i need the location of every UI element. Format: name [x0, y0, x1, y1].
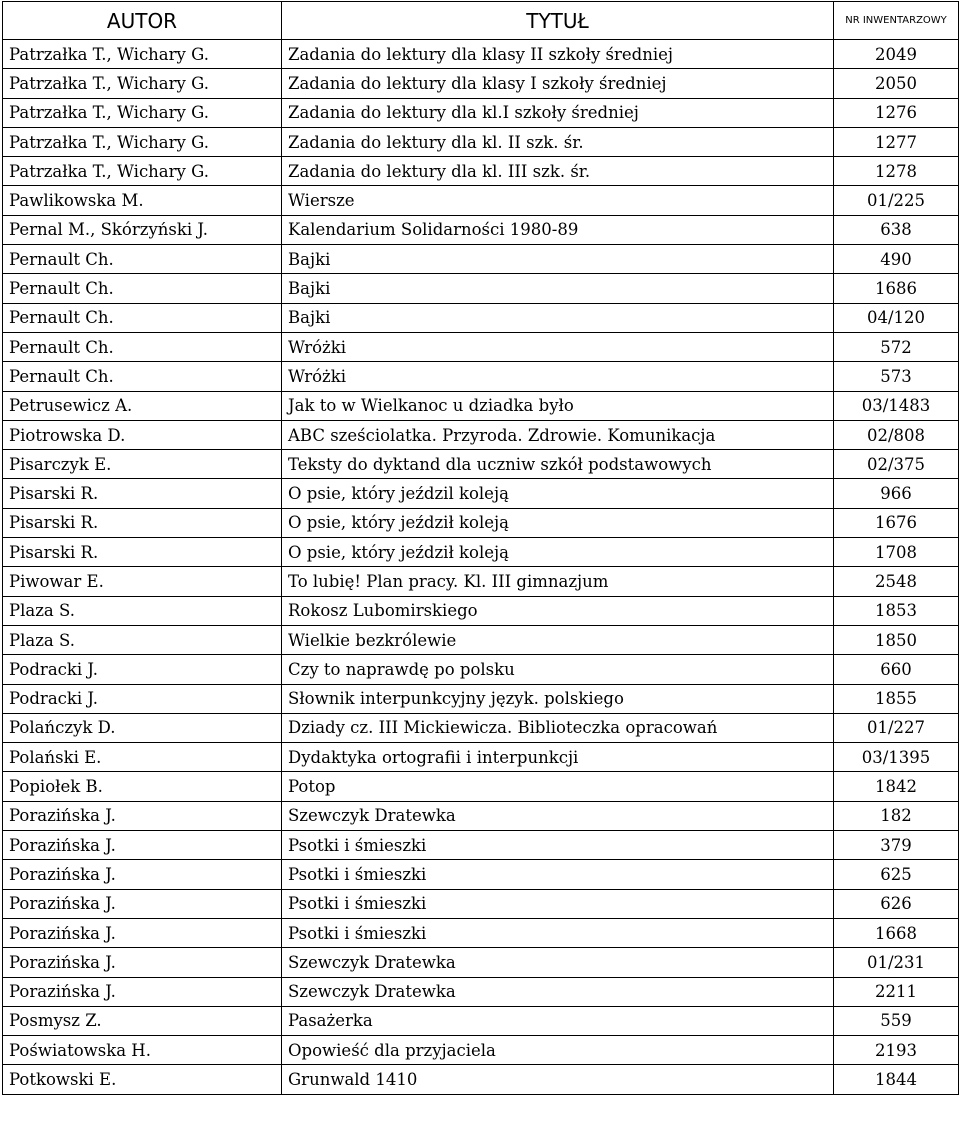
inventory-number-cell: 490: [834, 245, 959, 274]
table-row: [3, 479, 959, 508]
inventory-number-cell: 01/231: [834, 948, 959, 977]
title-cell: Teksty do dyktand dla uczniw szkół podstawowych: [282, 450, 834, 479]
inventory-number-cell: 1842: [834, 772, 959, 801]
table-row: [3, 450, 959, 479]
table-row: [3, 98, 959, 127]
table-row: [3, 918, 959, 947]
title-cell: Psotki i śmieszki: [282, 889, 834, 918]
author-cell: Pisarski R.: [3, 538, 282, 567]
author-cell: Patrzałka T., Wichary G.: [3, 157, 282, 186]
author-cell: Piotrowska D.: [3, 420, 282, 449]
author-cell: Pernault Ch.: [3, 303, 282, 332]
author-cell: Plaza S.: [3, 596, 282, 625]
table-row: [3, 1036, 959, 1065]
author-cell: Pisarski R.: [3, 479, 282, 508]
title-cell: Opowieść dla przyjaciela: [282, 1036, 834, 1065]
table-row: [3, 567, 959, 596]
author-cell: Podracki J.: [3, 655, 282, 684]
author-cell: Piwowar E.: [3, 567, 282, 596]
author-cell: Patrzałka T., Wichary G.: [3, 69, 282, 98]
inventory-number-cell: 559: [834, 1006, 959, 1035]
table-row: [3, 508, 959, 537]
title-cell: Kalendarium Solidarności 1980-89: [282, 215, 834, 244]
author-cell: Porazińska J.: [3, 801, 282, 830]
inventory-number-cell: 2548: [834, 567, 959, 596]
title-cell: O psie, który jeździł koleją: [282, 538, 834, 567]
title-cell: Dydaktyka ortografii i interpunkcji: [282, 743, 834, 772]
inventory-number-cell: 626: [834, 889, 959, 918]
author-cell: Pawlikowska M.: [3, 186, 282, 215]
title-cell: Zadania do lektury dla klasy I szkoły średniej: [282, 69, 834, 98]
table-row: [3, 889, 959, 918]
inventory-number-cell: 03/1483: [834, 391, 959, 420]
table-row: [3, 332, 959, 361]
inventory-table: [2, 1, 959, 1095]
author-cell: Porazińska J.: [3, 977, 282, 1006]
table-row: [3, 274, 959, 303]
author-cell: Plaza S.: [3, 625, 282, 654]
title-cell: Zadania do lektury dla kl.I szkoły średniej: [282, 98, 834, 127]
author-cell: Posmysz Z.: [3, 1006, 282, 1035]
inventory-number-cell: 01/225: [834, 186, 959, 215]
table-row: [3, 127, 959, 156]
table-row: [3, 977, 959, 1006]
inventory-number-cell: 02/375: [834, 450, 959, 479]
inventory-number-cell: 1850: [834, 625, 959, 654]
author-cell: Patrzałka T., Wichary G.: [3, 98, 282, 127]
author-column-header: AUTOR: [3, 2, 282, 40]
table-row: [3, 596, 959, 625]
title-cell: O psie, który jeździł koleją: [282, 508, 834, 537]
author-cell: Popiołek B.: [3, 772, 282, 801]
table-row: [3, 303, 959, 332]
inventory-number-cell: 1686: [834, 274, 959, 303]
title-cell: Grunwald 1410: [282, 1065, 834, 1094]
inventory-number-cell: 1855: [834, 684, 959, 713]
table-row: [3, 69, 959, 98]
table-row: [3, 157, 959, 186]
inventory-number-cell: 1668: [834, 918, 959, 947]
author-cell: Porazińska J.: [3, 860, 282, 889]
inventory-number-cell: 638: [834, 215, 959, 244]
table-row: [3, 391, 959, 420]
title-cell: Pasażerka: [282, 1006, 834, 1035]
title-cell: Czy to naprawdę po polsku: [282, 655, 834, 684]
inventory-number-cell: 02/808: [834, 420, 959, 449]
inventory-number-cell: 1277: [834, 127, 959, 156]
title-cell: Szewczyk Dratewka: [282, 801, 834, 830]
title-cell: Jak to w Wielkanoc u dziadka było: [282, 391, 834, 420]
author-cell: Polański E.: [3, 743, 282, 772]
table-row: [3, 1006, 959, 1035]
table-row: [3, 655, 959, 684]
table-row: [3, 1065, 959, 1094]
title-cell: Wróżki: [282, 332, 834, 361]
inventory-number-cell: 1708: [834, 538, 959, 567]
title-cell: Zadania do lektury dla kl. III szk. śr.: [282, 157, 834, 186]
table-row: [3, 538, 959, 567]
inventory-number-cell: 01/227: [834, 713, 959, 742]
inventory-number-cell: 2049: [834, 40, 959, 69]
title-cell: Bajki: [282, 245, 834, 274]
table-row: [3, 831, 959, 860]
table-row: [3, 948, 959, 977]
inventory-number-cell: 04/120: [834, 303, 959, 332]
author-cell: Petrusewicz A.: [3, 391, 282, 420]
author-cell: Pernault Ch.: [3, 332, 282, 361]
inventory-number-cell: 182: [834, 801, 959, 830]
title-cell: Dziady cz. III Mickiewicza. Biblioteczka opracowań: [282, 713, 834, 742]
table-row: [3, 801, 959, 830]
table-row: [3, 860, 959, 889]
inventory-number-cell: 572: [834, 332, 959, 361]
inventory-number-cell: 2050: [834, 69, 959, 98]
title-cell: Słownik interpunkcyjny język. polskiego: [282, 684, 834, 713]
title-cell: Wróżki: [282, 362, 834, 391]
author-cell: Pisarski R.: [3, 508, 282, 537]
author-cell: Polańczyk D.: [3, 713, 282, 742]
title-cell: Psotki i śmieszki: [282, 918, 834, 947]
table-row: [3, 420, 959, 449]
inventory-number-cell: 573: [834, 362, 959, 391]
title-cell: Wielkie bezkrólewie: [282, 625, 834, 654]
author-cell: Pernault Ch.: [3, 362, 282, 391]
title-cell: O psie, który jeździl koleją: [282, 479, 834, 508]
inventory-number-cell: 1276: [834, 98, 959, 127]
inventory-number-cell: 2211: [834, 977, 959, 1006]
author-cell: Pernault Ch.: [3, 274, 282, 303]
inventory-number-cell: 966: [834, 479, 959, 508]
title-cell: Zadania do lektury dla kl. II szk. śr.: [282, 127, 834, 156]
author-cell: Patrzałka T., Wichary G.: [3, 40, 282, 69]
author-cell: Podracki J.: [3, 684, 282, 713]
title-cell: Zadania do lektury dla klasy II szkoły średniej: [282, 40, 834, 69]
author-cell: Porazińska J.: [3, 889, 282, 918]
title-cell: Szewczyk Dratewka: [282, 948, 834, 977]
inventory-number-cell: 660: [834, 655, 959, 684]
author-cell: Pisarczyk E.: [3, 450, 282, 479]
author-cell: Porazińska J.: [3, 831, 282, 860]
title-cell: Bajki: [282, 303, 834, 332]
table-row: [3, 625, 959, 654]
title-cell: Rokosz Lubomirskiego: [282, 596, 834, 625]
inventory-number-cell: 03/1395: [834, 743, 959, 772]
table-row: [3, 245, 959, 274]
table-row: [3, 186, 959, 215]
inventory-number-cell: 379: [834, 831, 959, 860]
title-cell: Psotki i śmieszki: [282, 860, 834, 889]
title-cell: Wiersze: [282, 186, 834, 215]
table-row: [3, 713, 959, 742]
author-cell: Porazińska J.: [3, 918, 282, 947]
author-cell: Poświatowska H.: [3, 1036, 282, 1065]
table-row: [3, 684, 959, 713]
inventory-number-cell: 1278: [834, 157, 959, 186]
table-row: [3, 215, 959, 244]
author-cell: Potkowski E.: [3, 1065, 282, 1094]
author-cell: Pernault Ch.: [3, 245, 282, 274]
inventory-number-cell: 625: [834, 860, 959, 889]
author-cell: Porazińska J.: [3, 948, 282, 977]
inventory-number-cell: 1844: [834, 1065, 959, 1094]
title-cell: ABC sześciolatka. Przyroda. Zdrowie. Komunikacja: [282, 420, 834, 449]
title-cell: Szewczyk Dratewka: [282, 977, 834, 1006]
inventory-number-column-header: NR INWENTARZOWY: [834, 2, 959, 40]
inventory-number-cell: 2193: [834, 1036, 959, 1065]
author-cell: Patrzałka T., Wichary G.: [3, 127, 282, 156]
title-cell: Psotki i śmieszki: [282, 831, 834, 860]
table-body: [3, 40, 959, 1095]
table-row: [3, 40, 959, 69]
table-header-row: [3, 2, 959, 40]
author-cell: Pernal M., Skórzyński J.: [3, 215, 282, 244]
title-cell: Bajki: [282, 274, 834, 303]
inventory-number-cell: 1676: [834, 508, 959, 537]
title-column-header: TYTUŁ: [282, 2, 834, 40]
table-row: [3, 772, 959, 801]
table-row: [3, 362, 959, 391]
table-row: [3, 743, 959, 772]
title-cell: Potop: [282, 772, 834, 801]
inventory-number-cell: 1853: [834, 596, 959, 625]
title-cell: To lubię! Plan pracy. Kl. III gimnazjum: [282, 567, 834, 596]
